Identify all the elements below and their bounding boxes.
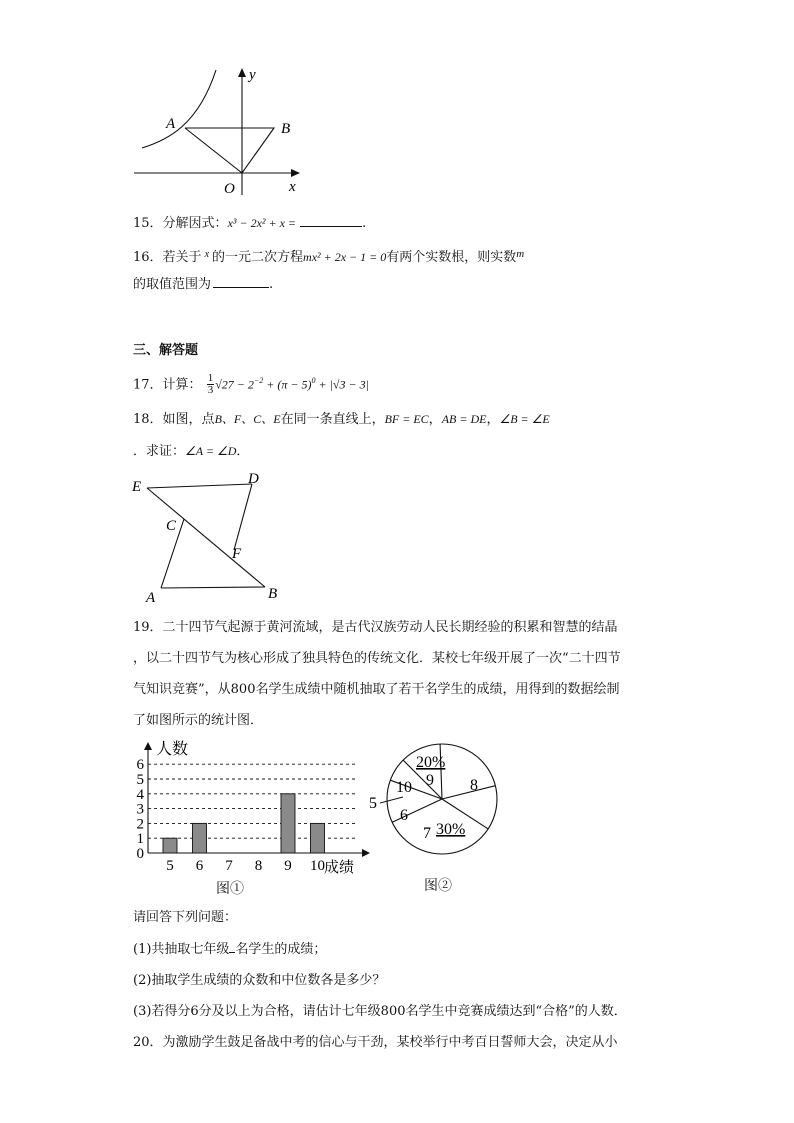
q19-line2: ，以二十四节气为核心形成了独具特色的传统文化．某校七年级开展了一次“二十四节 xyxy=(133,651,621,666)
x-tick-label: 9 xyxy=(284,858,292,874)
question-17 xyxy=(133,372,369,396)
q19-line3: 气知识竞赛”，从800名学生成绩中随机抽取了若干名学生的成绩，用得到的数据绘制 xyxy=(133,682,620,697)
q19-sub1-text: (1)共抽取七年级 xyxy=(133,942,230,957)
x-tick-label: 6 xyxy=(195,858,204,874)
label-x: x xyxy=(289,179,296,195)
q20-number: 20． xyxy=(133,1035,163,1050)
y-tick-label: 5 xyxy=(136,772,144,788)
question-20 xyxy=(133,1034,618,1052)
q18-sep-1: ， xyxy=(428,412,442,427)
q19-sub1 xyxy=(133,940,326,959)
y-axis-label: 人数 xyxy=(156,741,189,758)
q17-exp-1: −2 xyxy=(253,376,264,385)
q18-number: 18． xyxy=(133,412,163,427)
q18-text-2: 在同一条直线上， xyxy=(280,412,385,427)
y-tick-label: 0 xyxy=(136,846,144,862)
pie-slice-label: 7 xyxy=(423,825,431,842)
q18-text-1: 如图，点 xyxy=(162,412,215,427)
label-A: A xyxy=(146,590,156,606)
x-axis-label: 成绩 xyxy=(324,860,355,876)
q17-number: 17． xyxy=(133,377,163,393)
q18-sep-2: ， xyxy=(486,412,500,427)
q18-line2-prefix: ．求证： xyxy=(133,444,186,459)
question-19-line1 xyxy=(133,619,618,637)
q16-text-2: 的一元二次方程 xyxy=(212,250,304,265)
question-15 xyxy=(133,214,366,233)
q18-cond-2: AB = DE xyxy=(441,412,487,426)
q17-frac-num: 1 xyxy=(207,372,214,385)
q19-sub2: (2)抽取学生成绩的众数和中位数各是多少？ xyxy=(133,973,386,988)
y-tick-label: 6 xyxy=(136,757,144,774)
q18-figure xyxy=(130,466,290,608)
segment-ED xyxy=(147,484,252,488)
q17-text: 计算： xyxy=(162,377,202,393)
pie-slice-label: 5 xyxy=(369,795,377,812)
label-O: O xyxy=(224,181,235,197)
pie-slice-label: 10 xyxy=(396,779,412,796)
q19-line1: 二十四节气起源于黄河流域，是古代汉族劳动人民长期经验的积累和智慧的结晶 xyxy=(162,620,618,635)
bar xyxy=(281,794,295,853)
y-tick-label: 4 xyxy=(136,786,144,803)
q18-goal: ∠A = ∠D xyxy=(185,444,237,458)
fig1-caption: 图① xyxy=(216,881,244,897)
question-18 xyxy=(133,410,550,429)
q16-line2: 的取值范围为 xyxy=(133,277,212,292)
y-axis-arrow xyxy=(238,68,246,77)
label-C: C xyxy=(166,518,177,534)
label-D: D xyxy=(248,471,259,487)
y-tick-label: 1 xyxy=(136,831,144,848)
bar xyxy=(193,823,207,853)
q17-expr-2: + (π − 5) xyxy=(263,377,312,392)
x-tick-label: 7 xyxy=(225,858,233,874)
q19-number: 19． xyxy=(133,620,163,635)
q17-exp-2: 0 xyxy=(311,376,316,385)
q18-line2-tail: ． xyxy=(236,444,250,459)
bar-chart xyxy=(128,738,378,898)
pie-slice-label: 8 xyxy=(470,777,478,794)
q15-expression: x³ − 2x² + x = xyxy=(227,216,297,230)
q18-cond-3: ∠B = ∠E xyxy=(499,412,550,426)
q15-number: 15． xyxy=(133,216,163,231)
q15-text: 分解因式： xyxy=(162,216,228,231)
x-tick-label: 5 xyxy=(166,858,174,874)
pie-slice-label: 6 xyxy=(400,807,408,824)
q16-answer-blank[interactable] xyxy=(213,275,269,288)
q15-tail: . xyxy=(362,216,367,231)
hyperbola-curve xyxy=(142,70,216,148)
q20-text: 为激励学生鼓足备战中考的信心与干劲，某校举行中考百日誓师大会，决定从小 xyxy=(162,1035,618,1050)
fig2-caption: 图② xyxy=(424,878,452,894)
section-3-title: 三、解答题 xyxy=(133,343,199,358)
q19-sub3: (3)若得分6分及以上为合格，请估计七年级800名学生中竞赛成绩达到“合格”的人数． xyxy=(133,1004,627,1019)
label-B: B xyxy=(268,586,278,602)
label-F: F xyxy=(232,546,242,562)
q16-var-x: x xyxy=(204,249,210,260)
q17-fraction xyxy=(207,373,215,396)
q16-text-3: 有两个实数根，则实数 xyxy=(386,250,517,265)
q18-points: B、F、C、E xyxy=(214,412,281,426)
q15-answer-blank[interactable] xyxy=(300,214,362,227)
q17-expr-3: + |√3 − 3| xyxy=(315,377,369,392)
q17-frac-den: 3 xyxy=(207,384,214,397)
y-axis-arrow xyxy=(144,742,152,750)
label-A: A xyxy=(166,116,176,132)
label-B: B xyxy=(281,121,291,137)
q14-figure xyxy=(128,60,318,200)
q16-var-m: m xyxy=(516,248,525,260)
q16-tail: . xyxy=(269,277,274,292)
segment-AB xyxy=(161,587,265,588)
x-axis-arrow xyxy=(291,169,300,177)
y-tick-label: 2 xyxy=(136,816,144,833)
pie-chart xyxy=(366,742,506,860)
question-18-line2 xyxy=(133,442,249,461)
question-16-line2 xyxy=(133,275,273,294)
triangle-ABO xyxy=(185,128,274,173)
y-tick-label: 3 xyxy=(136,801,144,818)
q16-equation: mx² + 2x − 1 = 0 xyxy=(303,250,387,264)
pie-slice-label: 9 xyxy=(426,772,434,789)
q17-expr-1: √27 − 2 xyxy=(215,377,254,392)
question-16 xyxy=(133,245,524,267)
pie-annotation: 30% xyxy=(436,821,466,838)
q19-line4: 了如图所示的统计图． xyxy=(133,713,264,728)
q19-prompt: 请回答下列问题： xyxy=(133,910,238,925)
x-tick-label: 10 xyxy=(310,858,325,874)
label-y: y xyxy=(249,67,256,83)
segment-DF xyxy=(234,484,252,550)
q18-cond-1: BF = EC xyxy=(384,412,429,426)
q19-sub1-tail: 名学生的成绩； xyxy=(235,942,327,957)
pie-annotation: 20% xyxy=(416,754,446,771)
bar xyxy=(311,823,325,853)
q16-number: 16． xyxy=(133,250,163,265)
q16-text-1: 若关于 xyxy=(162,250,202,265)
label-E: E xyxy=(132,479,142,495)
bar xyxy=(163,838,177,853)
x-tick-label: 8 xyxy=(254,858,263,874)
